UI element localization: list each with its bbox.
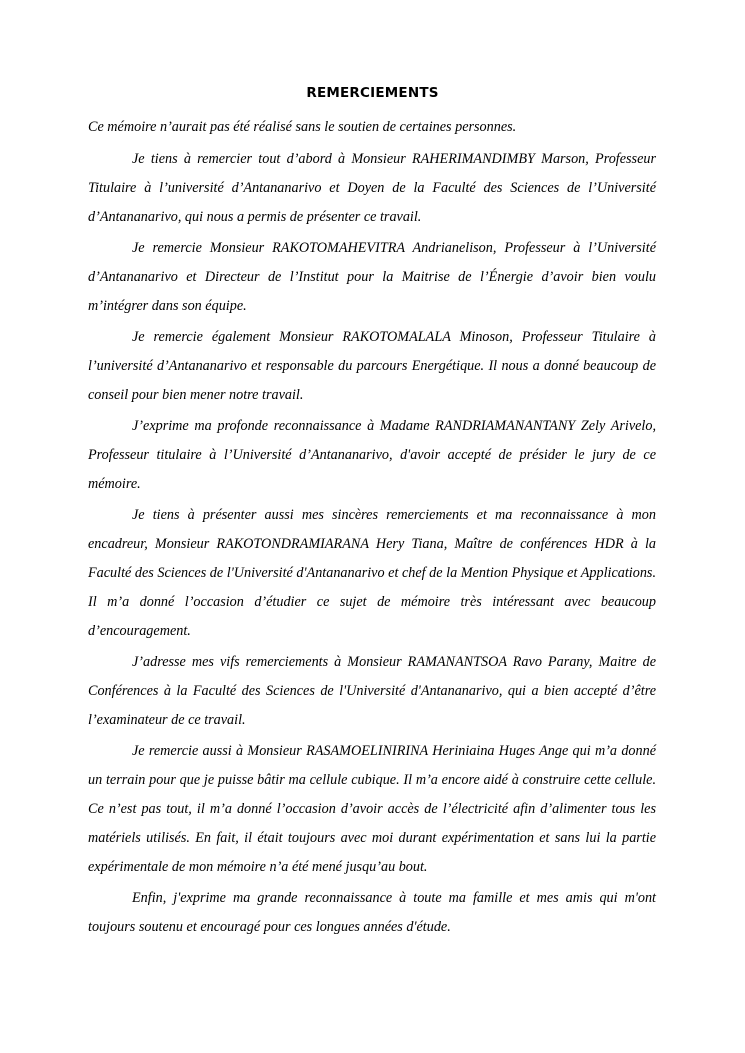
intro-paragraph: Ce mémoire n’aurait pas été réalisé sans le soutien de certaines personnes. xyxy=(88,119,517,135)
paragraph-rakotomalala: Je remercie également Monsieur RAKOTOMALALA Minoson, Professeur Titulaire à l’université d’Antananarivo et responsable du parcours Energétique. Il nous a donné beaucoup de conseil pour bien mener notre travail. xyxy=(88,329,656,403)
paragraph-rakotondramiarana: Je tiens à présenter aussi mes sincères remerciements et ma reconnaissance à mon encadreur, Monsieur RAKOTONDRAMIARANA Hery Tiana, Maître de conférences HDR à la Faculté des Sciences de l'Université d'Antananarivo et chef de la Mention Physique et Applications. Il m’a donné l’occasion d’étudier ce sujet de mémoire très intéressant avec beaucoup d’encouragement. xyxy=(88,507,656,639)
paragraph-rakotomahevitra: Je remercie Monsieur RAKOTOMAHEVITRA Andrianelison, Professeur à l’Université d’Antananarivo et Directeur de l’Institut pour la Maitrise de l’Énergie d’avoir bien voulu m’intégrer dans son équipe. xyxy=(88,240,656,314)
paragraph-raherimandimby: Je tiens à remercier tout d’abord à Monsieur RAHERIMANDIMBY Marson, Professeur Titulaire à l’université d’Antananarivo et Doyen de la Faculté des Sciences de l’Université d’Antananarivo, qui nous a permis de présenter ce travail. xyxy=(88,151,656,225)
document-body xyxy=(88,113,656,942)
paragraph-rasamoelinirina: Je remercie aussi à Monsieur RASAMOELINIRINA Heriniaina Huges Ange qui m’a donné un terrain pour que je puisse bâtir ma cellule cubique. Il m’a encore aidé à construire cette cellule. Ce n’est pas tout, il m’a donné l’occasion d’avoir accès de l’électricité afin d’alimenter tous les matériels utilisés. En fait, il était toujours avec moi durant expérimentation et sans lui la partie expérimentale de mon mémoire n’a été mené jusqu’au bout. xyxy=(88,743,656,875)
paragraph-ramanantsoa: J’adresse mes vifs remerciements à Monsieur RAMANANTSOA Ravo Parany, Maitre de Conférences à la Faculté des Sciences de l'Université d'Antananarivo, qui a bien accepté d’être l’examinateur de ce travail. xyxy=(88,654,656,728)
paragraph-randriamanantany: J’exprime ma profonde reconnaissance à Madame RANDRIAMANANTANY Zely Arivelo, Professeur titulaire à l’Université d’Antananarivo, d'avoir accepté de présider le jury de ce mémoire. xyxy=(88,418,656,492)
paragraph-famille: Enfin, j'exprime ma grande reconnaissance à toute ma famille et mes amis qui m'ont toujours soutenu et encouragé pour ces longues années d'étude. xyxy=(88,890,656,935)
page-title: REMERCIEMENTS xyxy=(306,85,439,101)
